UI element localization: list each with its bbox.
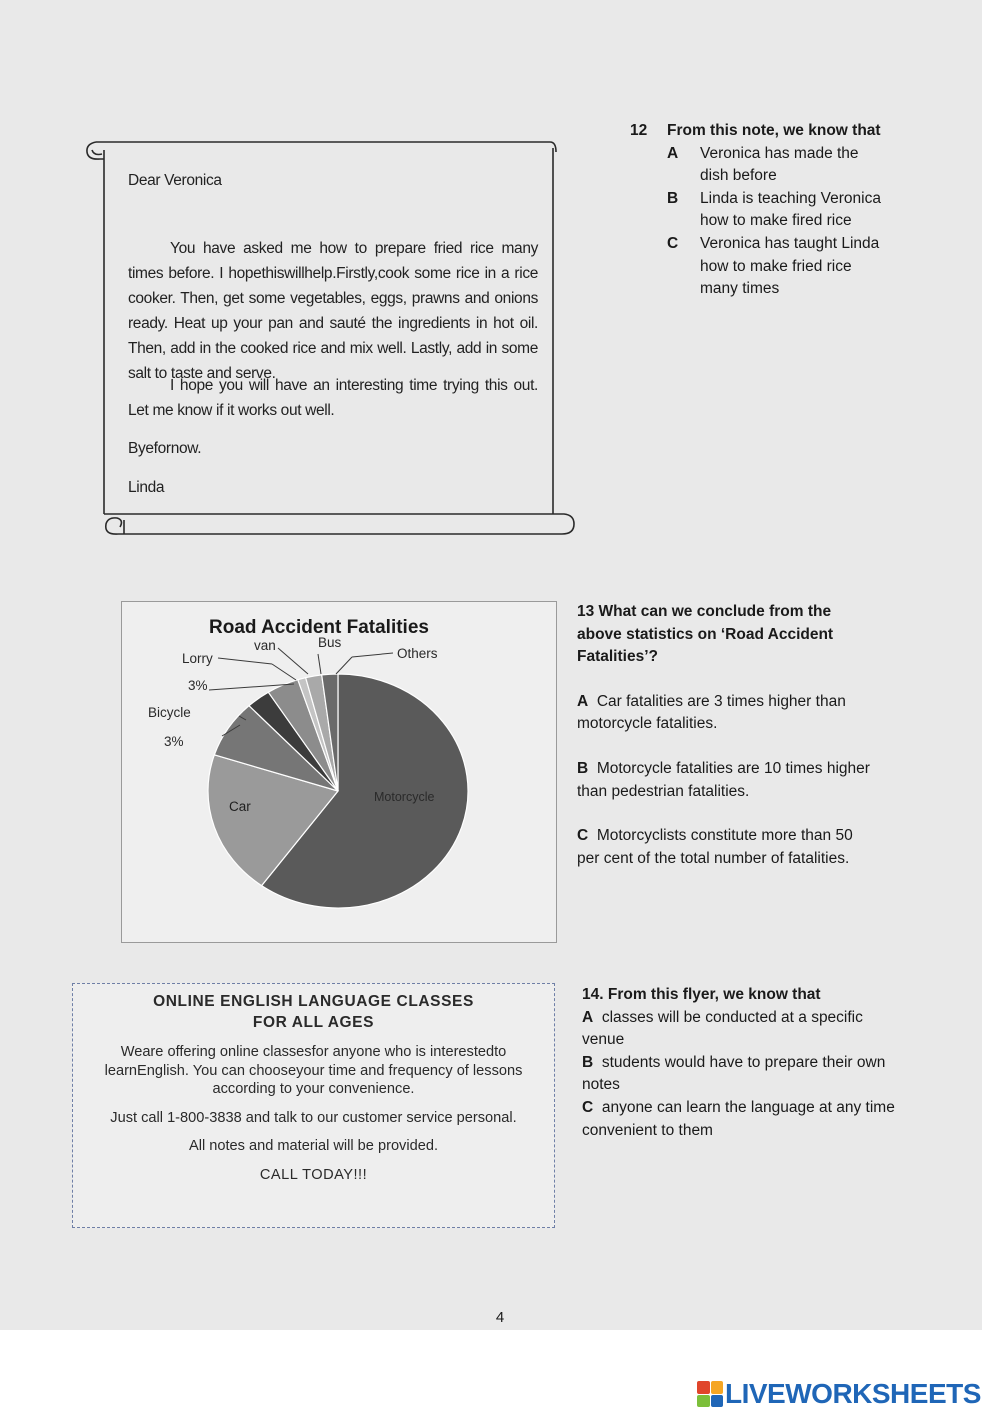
option-a[interactable]: A Veronica has made the dish before — [667, 144, 859, 185]
page-number: 4 — [495, 1309, 505, 1326]
flyer-paragraph-3: All notes and material will be provided. — [188, 1138, 439, 1154]
question-stem: . From this flyer, we know that — [599, 986, 821, 1003]
logo-text: LIVEWORKSHEETS — [725, 1378, 981, 1409]
english-classes-flyer — [72, 983, 555, 1228]
road-accident-chart — [121, 601, 557, 943]
letter-closing: Byefornow. — [128, 440, 202, 457]
flyer-title-line-2: FOR ALL AGES — [252, 1013, 375, 1031]
option-c[interactable]: C Veronica has taught Linda how to make fried rice many times — [667, 234, 880, 298]
flyer-paragraph-2: Just call 1-800-3838 and talk to our customer service personal. — [110, 1109, 517, 1126]
question-13 — [577, 601, 877, 892]
letter-paragraph-1: You have asked me how to prepare fried rice many times before. I hopethiswillhelp.Firstly,cook some rice in a rice cooker. Then, get some vegetables, eggs, prawns and onions ready. Heat up your pan and sauté the ingredients in hot oil. Then, add in the cooked rice and mix well. Lastly, add in some salt to taste and serve. — [128, 240, 538, 382]
letter-paragraph-2: I hope you will have an interesting time trying this out. Let me know if it works out well. — [128, 377, 538, 419]
label-bicycle: Bicycle — [148, 705, 191, 720]
question-number: 14 — [582, 986, 600, 1003]
logo-mark-icon — [697, 1381, 723, 1407]
letter-signature: Linda — [128, 479, 165, 496]
label-car: Car — [229, 799, 251, 814]
pie-chart — [122, 602, 556, 942]
option-b[interactable]: B Motorcycle fatalities are 10 times higher than pedestrian fatalities. — [577, 759, 870, 800]
label-bus: Bus — [318, 635, 342, 650]
option-c[interactable]: C Motorcyclists constitute more than 50 per cent of the total number of fatalities. — [577, 827, 853, 867]
flyer-paragraph-1: Weare offering online classesfor anyone who is interestedto learnEnglish. You can chooseyour time and frequency of lessons according to your convenience. — [104, 1044, 523, 1097]
question-stem: 13 What can we conclude from the above statistics on ‘Road Accident Fatalities’? — [577, 603, 834, 666]
option-a[interactable]: A Car fatalities are 3 times higher than motorcycle fatalities. — [577, 692, 846, 733]
option-a[interactable]: A classes will be conducted at a specific venue — [582, 1008, 863, 1049]
chart-title: Road Accident Fatalities — [209, 617, 429, 638]
label-motorcycle: Motorcycle — [374, 790, 435, 804]
label-others: Others — [397, 646, 438, 661]
question-14 — [582, 984, 902, 1142]
option-b[interactable]: B students would have to prepare their own notes — [582, 1053, 886, 1094]
flyer-title-line-1: ONLINE ENGLISH LANGUAGE CLASSES — [153, 993, 474, 1010]
question-stem: From this note, we know that — [667, 122, 881, 139]
liveworksheets-logo[interactable] — [697, 1376, 981, 1412]
question-12 — [630, 120, 890, 301]
flyer-paragraph-4: CALL TODAY!!! — [259, 1166, 368, 1183]
label-van: van — [254, 638, 276, 653]
option-b[interactable]: B Linda is teaching Veronica how to make fired rice — [667, 189, 881, 230]
letter-greeting: Dear Veronica — [128, 172, 222, 189]
label-lorry-value: 3% — [188, 678, 208, 693]
label-lorry: Lorry — [182, 651, 213, 666]
option-c[interactable]: C anyone can learn the language at any time convenient to them — [582, 1098, 895, 1139]
question-number: 12 — [630, 122, 648, 139]
label-bicycle-value: 3% — [164, 734, 184, 749]
